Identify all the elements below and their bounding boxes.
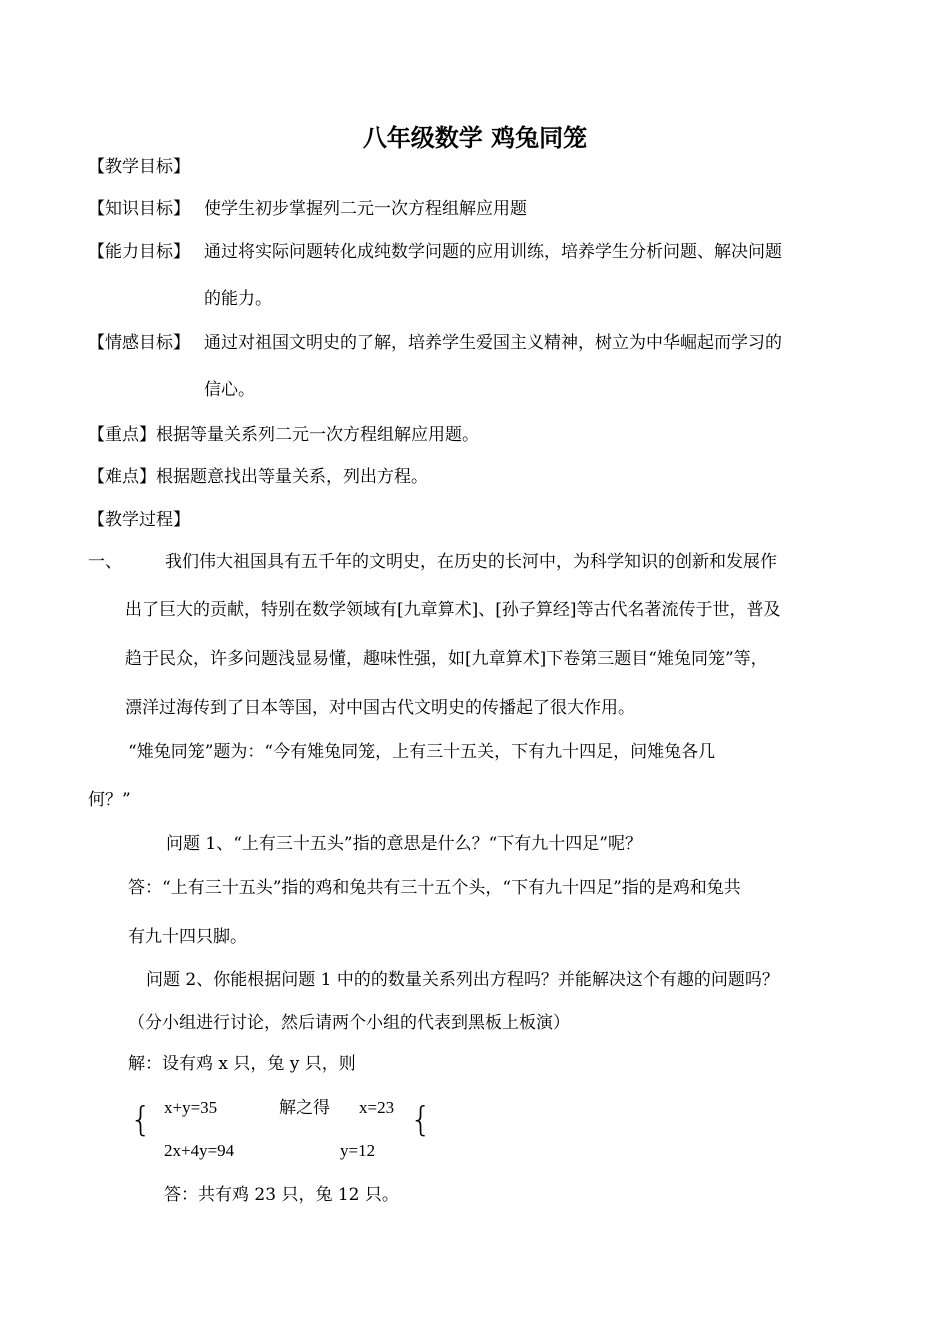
section1-line-2: 出了巨大的贡献，特别在数学领域有[九章算术]、[孙子算经]等古代名著流传于世，普及 [125, 600, 781, 620]
solution-intro: 解：设有鸡 x 只，兔 y 只，则 [128, 1054, 356, 1074]
knowledge-objective-text: 使学生初步掌握列二元一次方程组解应用题 [204, 199, 527, 219]
section1-line-1: 我们伟大祖国具有五千年的文明史，在历史的长河中，为科学知识的创新和发展作 [165, 552, 777, 572]
section1-line-4: 漂洋过海传到了日本等国，对中国古代文明史的传播起了很大作用。 [125, 698, 635, 718]
ability-objective-label: 【能力目标】 [88, 242, 190, 262]
ability-objective-line-1: 通过将实际问题转化成纯数学问题的应用训练，培养学生分析问题、解决问题 [204, 242, 782, 262]
solution-x: x=23 [359, 1098, 395, 1117]
question-1: 问题 1、“上有三十五头”指的意思是什么？“下有九十四足”呢？ [166, 834, 642, 854]
problem-statement-line-2: 何？” [88, 790, 131, 810]
process-header: 【教学过程】 [88, 510, 190, 530]
question-2: 问题 2、你能根据问题 1 中的的数量关系列出方程吗？并能解决这个有趣的问题吗？ [146, 970, 779, 990]
ability-objective-line-2: 的能力。 [204, 289, 272, 309]
answer-1-line-1: 答：“上有三十五头”指的鸡和兔共有三十五个头，“下有九十四足”指的是鸡和兔共 [128, 878, 741, 898]
objectives-header: 【教学目标】 [88, 157, 190, 177]
left-brace-icon: { [130, 1100, 152, 1140]
discussion-note: （分小组进行讨论，然后请两个小组的代表到黑板上板演） [128, 1013, 570, 1033]
key-point: 【重点】根据等量关系列二元一次方程组解应用题。 [88, 425, 479, 445]
solve-label: 解之得 [279, 1098, 330, 1118]
answer-1-line-2: 有九十四只脚。 [128, 927, 247, 947]
problem-statement-line-1: “雉兔同笼”题为：“今有雉兔同笼，上有三十五关，下有九十四足，问雉兔各几 [128, 742, 716, 762]
emotion-objective-line-1: 通过对祖国文明史的了解，培养学生爱国主义精神，树立为中华崛起而学习的 [204, 333, 782, 353]
knowledge-objective-label: 【知识目标】 [88, 199, 190, 219]
section-marker: 一、 [88, 552, 122, 572]
document-title: 八年级数学 鸡兔同笼 [362, 124, 588, 152]
emotion-objective-line-2: 信心。 [204, 380, 255, 400]
difficulty: 【难点】根据题意找出等量关系，列出方程。 [88, 467, 428, 487]
final-answer: 答：共有鸡 23 只，兔 12 只。 [164, 1185, 399, 1205]
section1-line-3: 趋于民众，许多问题浅显易懂，趣味性强，如[九章算术]下卷第三题目“雉兔同笼”等， [125, 649, 768, 669]
equation-1: x+y=35 [164, 1098, 218, 1117]
right-brace-icon: { [410, 1100, 432, 1140]
emotion-objective-label: 【情感目标】 [88, 333, 190, 353]
solution-y: y=12 [340, 1141, 376, 1160]
equation-2: 2x+4y=94 [164, 1141, 235, 1160]
